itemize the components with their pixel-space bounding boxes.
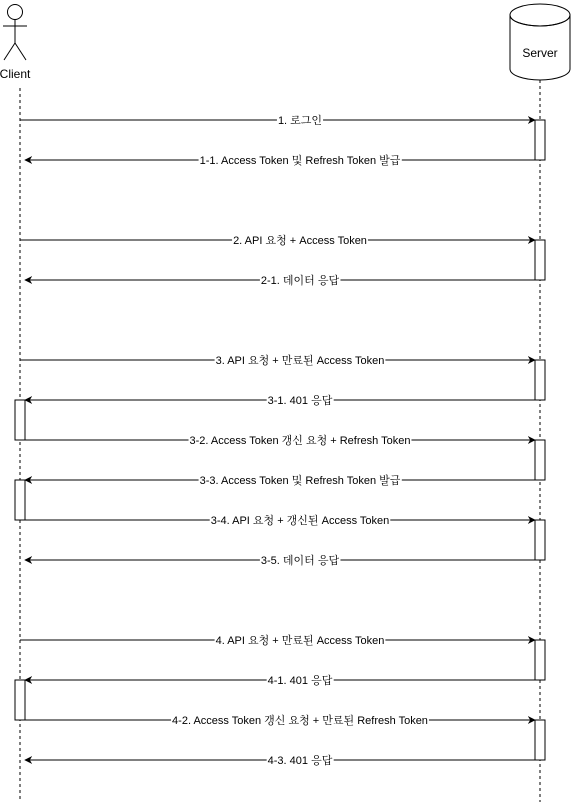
- message: [25, 153, 540, 167]
- message-label: 2. API 요청 + Access Token: [233, 235, 367, 247]
- message-label: 1-1. Access Token 및 Refresh Token 발급: [199, 155, 401, 167]
- client-activation: [15, 400, 25, 440]
- server-activation: [535, 520, 545, 560]
- message: [20, 433, 535, 447]
- message: [25, 673, 540, 687]
- message-label: 4-2. Access Token 갱신 요청 + 만료된 Refresh Token: [172, 715, 428, 727]
- message: [20, 113, 535, 127]
- message-label: 3-4. API 요청 + 갱신된 Access Token: [210, 515, 390, 527]
- message: [25, 273, 540, 287]
- message-label: 3. API 요청 + 만료된 Access Token: [215, 355, 385, 367]
- message-label: 3-1. 401 응답: [267, 395, 333, 407]
- server-activation: [535, 640, 545, 680]
- server-label: Server: [522, 46, 558, 60]
- server-activation: [535, 240, 545, 280]
- messages-layer: [20, 113, 540, 767]
- message-label: 3-3. Access Token 및 Refresh Token 발급: [199, 475, 401, 487]
- message-label: 3-2. Access Token 갱신 요청 + Refresh Token: [189, 435, 411, 447]
- message: [25, 473, 540, 487]
- message: [20, 353, 535, 367]
- server-activation: [535, 120, 545, 160]
- message: [25, 393, 540, 407]
- message-label: 1. 로그인: [277, 115, 323, 127]
- client-actor-icon: [3, 5, 27, 61]
- message-label: 3-5. 데이터 응답: [260, 555, 340, 567]
- server-activation: [535, 360, 545, 400]
- server-activation: [535, 440, 545, 480]
- message: [20, 633, 535, 647]
- server-activation: [535, 720, 545, 760]
- message-label: 4-3. 401 응답: [267, 755, 333, 767]
- server-database-icon: [510, 4, 570, 80]
- message-label: 4. API 요청 + 만료된 Access Token: [215, 635, 385, 647]
- message: [25, 753, 540, 767]
- message: [20, 513, 535, 527]
- message-label: 2-1. 데이터 응답: [260, 275, 340, 287]
- message: [20, 713, 535, 727]
- client-activation: [15, 680, 25, 720]
- client-label: Client: [0, 67, 31, 81]
- client-activation: [15, 480, 25, 520]
- message-label: 4-1. 401 응답: [267, 675, 333, 687]
- message: [20, 233, 535, 247]
- message: [25, 553, 540, 567]
